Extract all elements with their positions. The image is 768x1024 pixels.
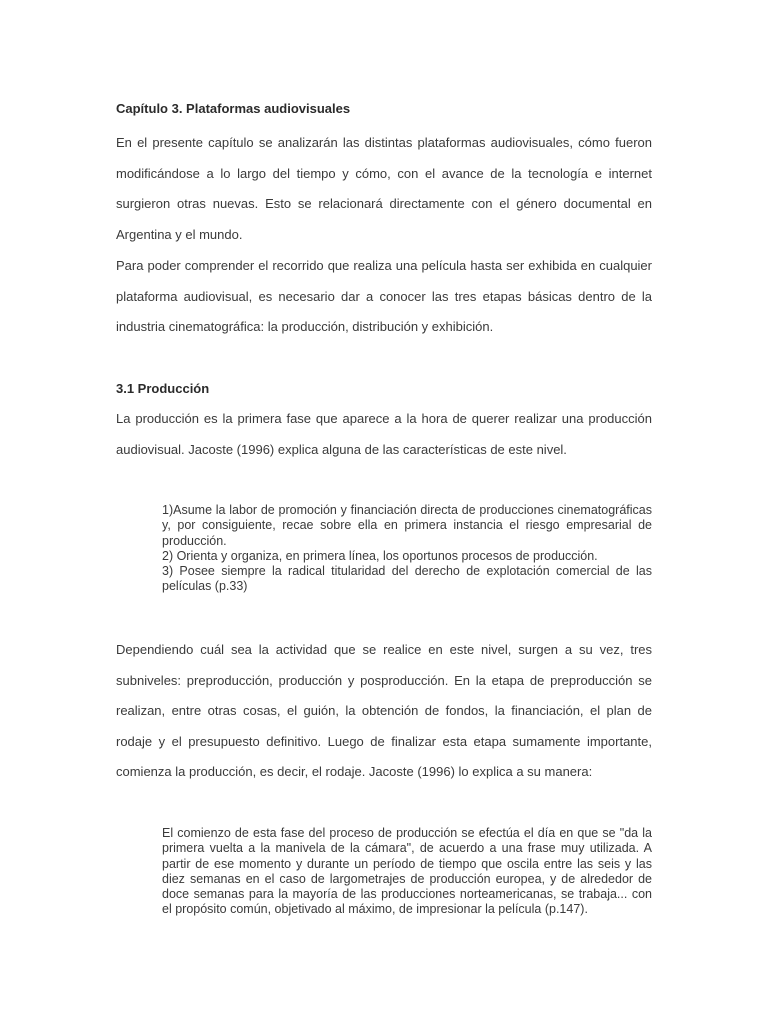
intro-paragraph-1: En el presente capítulo se analizarán las distintas plataformas audiovisuales, cómo fueron modificándose a lo largo del tiempo y cómo, con el avance de la tecnología e internet surgieron otras nuevas. Esto se relacionará directamente con el género documental en Argentina y el mundo. (116, 135, 652, 242)
section-paragraph-1: La producción es la primera fase que aparece a la hora de querer realizar una producción audiovisual. Jacoste (1996) explica alguna de las características de este nivel. (116, 411, 652, 457)
block-quote-list (162, 503, 652, 595)
quote-list-item-1: 1)Asume la labor de promoción y financiación directa de producciones cinematográficas y, por consiguiente, recae sobre ella en primera instancia el riesgo empresarial de producción. (162, 503, 652, 548)
intro-paragraph-2: Para poder comprender el recorrido que realiza una película hasta ser exhibida en cualquier plataforma audiovisual, es necesario dar a conocer las tres etapas básicas dentro de la industria cinematográfica: la producción, distribución y exhibición. (116, 258, 652, 334)
quote-list-item-2: 2) Orienta y organiza, en primera línea, los oportunos procesos de producción. (162, 548, 598, 563)
chapter-title: Capítulo 3. Plataformas audiovisuales (116, 101, 351, 116)
block-quote-citation: El comienzo de esta fase del proceso de producción se efectúa el día en que se "da la primera vuelta a la manivela de la cámara", de acuerdo a una frase muy utilizada. A partir de ese momento y durante un período de tiempo que oscila entre las seis y las diez semanas en el caso de largometrajes de producción europea, y de alrededor de doce semanas para la mayoría de las producciones norteamericanas, se trabaja... con el propósito común, objetivado al máximo, de impresionar la película (p.147). (162, 826, 652, 917)
quote-list-item-3: 3) Posee siempre la radical titularidad del derecho de explotación comercial de las películas (p.33) (162, 564, 652, 594)
section-paragraph-2: Dependiendo cuál sea la actividad que se realice en este nivel, surgen a su vez, tres subniveles: preproducción, producción y posproducción. En la etapa de preproducción se realizan, entre otras cosas, el guión, la obtención de fondos, la financiación, el plan de rodaje y el presupuesto definitivo. Luego de finalizar esta etapa sumamente importante, comienza la producción, es decir, el rodaje. Jacoste (1996) lo explica a su manera: (116, 642, 652, 779)
section-title: 3.1 Producción (116, 381, 210, 396)
